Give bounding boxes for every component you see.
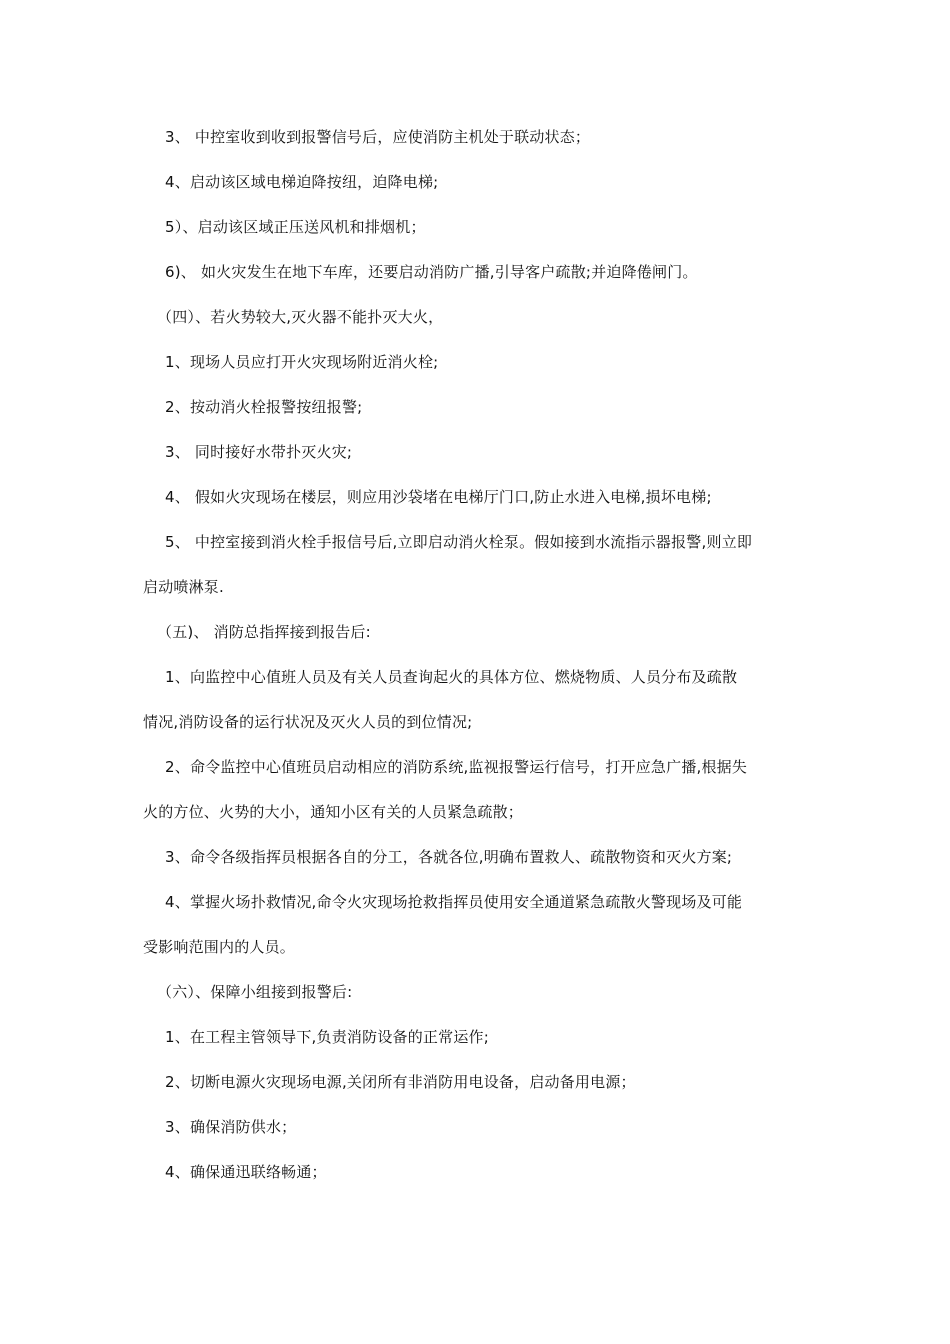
- section-heading: （四）、若火势较大,灭火器不能扑灭大火，: [157, 308, 444, 326]
- text-line: 3、 中控室收到收到报警信号后，应使消防主机处于联动状态；: [165, 128, 591, 146]
- text-line: 1、在工程主管领导下,负责消防设备的正常运作;: [165, 1028, 489, 1046]
- text-line: 5）、启动该区域正压送风机和排烟机；: [165, 218, 426, 236]
- text-line-continuation: 火的方位、火势的大小，通知小区有关的人员紧急疏散；: [143, 803, 524, 821]
- section-heading: （六）、保障小组接到报警后:: [157, 983, 353, 1001]
- text-line-continuation: 情况,消防设备的运行状况及灭火人员的到位情况;: [143, 713, 473, 731]
- text-line: 2、按动消火栓报警按纽报警;: [165, 398, 363, 416]
- text-line: 6)、 如火灾发生在地下车库，还要启动消防广播,引导客户疏散;并迫降倦闸门。: [165, 263, 698, 281]
- text-line-continuation: 受影响范围内的人员。: [143, 938, 296, 956]
- text-line: 4、确保通迅联络畅通；: [165, 1163, 327, 1181]
- text-line: 4、 假如火灾现场在楼层，则应用沙袋堵在电梯厅门口,防止水进入电梯,损坏电梯;: [165, 488, 712, 506]
- text-line: 3、命令各级指挥员根据各自的分工，各就各位,明确布置救人、疏散物资和灭火方案;: [165, 848, 733, 866]
- text-line-continuation: 启动喷淋泵.: [143, 578, 224, 596]
- text-line: 2、命令监控中心值班员启动相应的消防系统,监视报警运行信号，打开应急广播,根据失: [165, 758, 748, 776]
- section-heading: （五)、 消防总指挥接到报告后:: [157, 623, 371, 641]
- text-line: 3、 同时接好水带扑灭火灾;: [165, 443, 353, 461]
- text-line: 1、向监控中心值班人员及有关人员查询起火的具体方位、燃烧物质、人员分布及疏散: [165, 668, 738, 686]
- text-line: 3、确保消防供水；: [165, 1118, 297, 1136]
- text-line: 4、启动该区域电梯迫降按纽，迫降电梯;: [165, 173, 439, 191]
- text-line: 5、 中控室接到消火栓手报信号后,立即启动消火栓泵。假如接到水流指示器报警,则立即: [165, 533, 753, 551]
- text-line: 1、现场人员应打开火灾现场附近消火栓;: [165, 353, 439, 371]
- text-line: 4、掌握火场扑救情况,命令火灾现场抢救指挥员使用安全通道紧急疏散火警现场及可能: [165, 893, 743, 911]
- text-line: 2、切断电源火灾现场电源,关闭所有非消防用电设备，启动备用电源；: [165, 1073, 636, 1091]
